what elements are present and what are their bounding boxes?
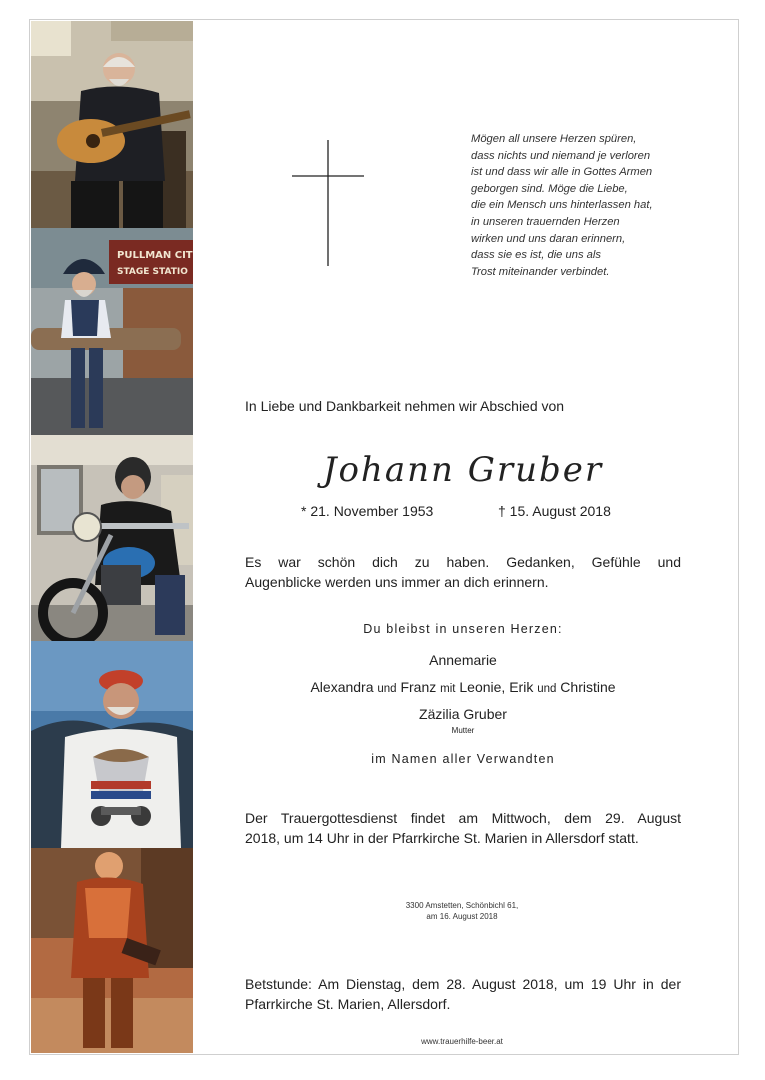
poem-line: dass nichts und niemand je verloren [471,149,651,162]
mourner-alexandra: Alexandra [310,679,374,695]
connector-und: und [537,683,557,695]
prayer-text [245,974,681,1014]
relatives-line: im Namen aller Verwandten [371,752,555,766]
mourner-relation: Mutter [451,726,475,735]
red-cap-shirt-photo [31,641,193,848]
service-text [245,808,681,848]
birth-date: * 21. November 1953 [301,503,434,519]
poem-line: in unseren trauernden Herzen [471,215,620,228]
poem [471,131,721,280]
death-date: † 15. August 2018 [498,503,611,519]
prayer-line-1: Betstunde: Am Dienstag, dem 28. August 2018, um 19 Uhr in der [245,976,681,992]
place-date [362,900,562,922]
standing-man-photo [31,848,193,1053]
deceased-name: Johann Gruber [322,450,604,490]
cross-icon [292,140,364,266]
guitar-player-photo [31,21,193,228]
memory-text [245,552,681,592]
poem-line: dass sie es ist, die uns als [471,249,601,262]
poem-line: wirken und uns daran erinnern, [471,232,626,245]
svg-text:STAGE STATIO: STAGE STATIO [117,267,188,277]
service-line-1: Der Trauergottesdienst findet am Mittwoch, dem 29. August [245,810,681,826]
memory-line-2: Augenblicke werden uns immer an dich erinnern. [245,574,549,590]
svg-text:PULLMAN CIT: PULLMAN CIT [117,250,193,261]
website-link[interactable]: www.trauerhilfe-beer.at [421,1037,503,1046]
motorcycle-rider-photo [31,435,193,641]
poem-line: die ein Mensch uns hinterlassen hat, [471,199,653,212]
mourner-zaezilia: Zäzilia Gruber [419,706,507,722]
service-line-2: 2018, um 14 Uhr in der Pfarrkirche St. Marien in Allersdorf statt. [245,830,639,846]
connector-und: und [377,683,397,695]
connector-mit: mit [440,683,456,695]
farewell-intro: In Liebe und Dankbarkeit nehmen wir Abschied von [245,398,565,414]
mourner-franz: Franz [400,679,437,695]
poem-line: ist und dass wir alle in Gottes Armen [471,166,653,179]
place-line: 3300 Amstetten, Schönbichl 61, [405,901,519,910]
mourner-christine: Christine [560,679,616,695]
date-line: am 16. August 2018 [426,912,498,921]
mourner-annemarie: Annemarie [429,652,497,668]
poem-line: Trost miteinander verbindet. [471,265,610,278]
poem-line: geborgen sind. Möge die Liebe, [471,182,628,195]
poem-line: Mögen all unsere Herzen spüren, [471,133,637,145]
photo-strip [31,21,193,1053]
cowboy-fence-photo [31,228,193,435]
memory-line-1: Es war schön dich zu haben. Gedanken, Gefühle und [245,554,681,570]
mourner-children: Leonie, Erik [459,679,534,695]
prayer-line-2: Pfarrkirche St. Marien, Allersdorf. [245,996,451,1012]
heart-line: Du bleibst in unseren Herzen: [363,622,563,636]
mourner-family-line [245,679,681,695]
